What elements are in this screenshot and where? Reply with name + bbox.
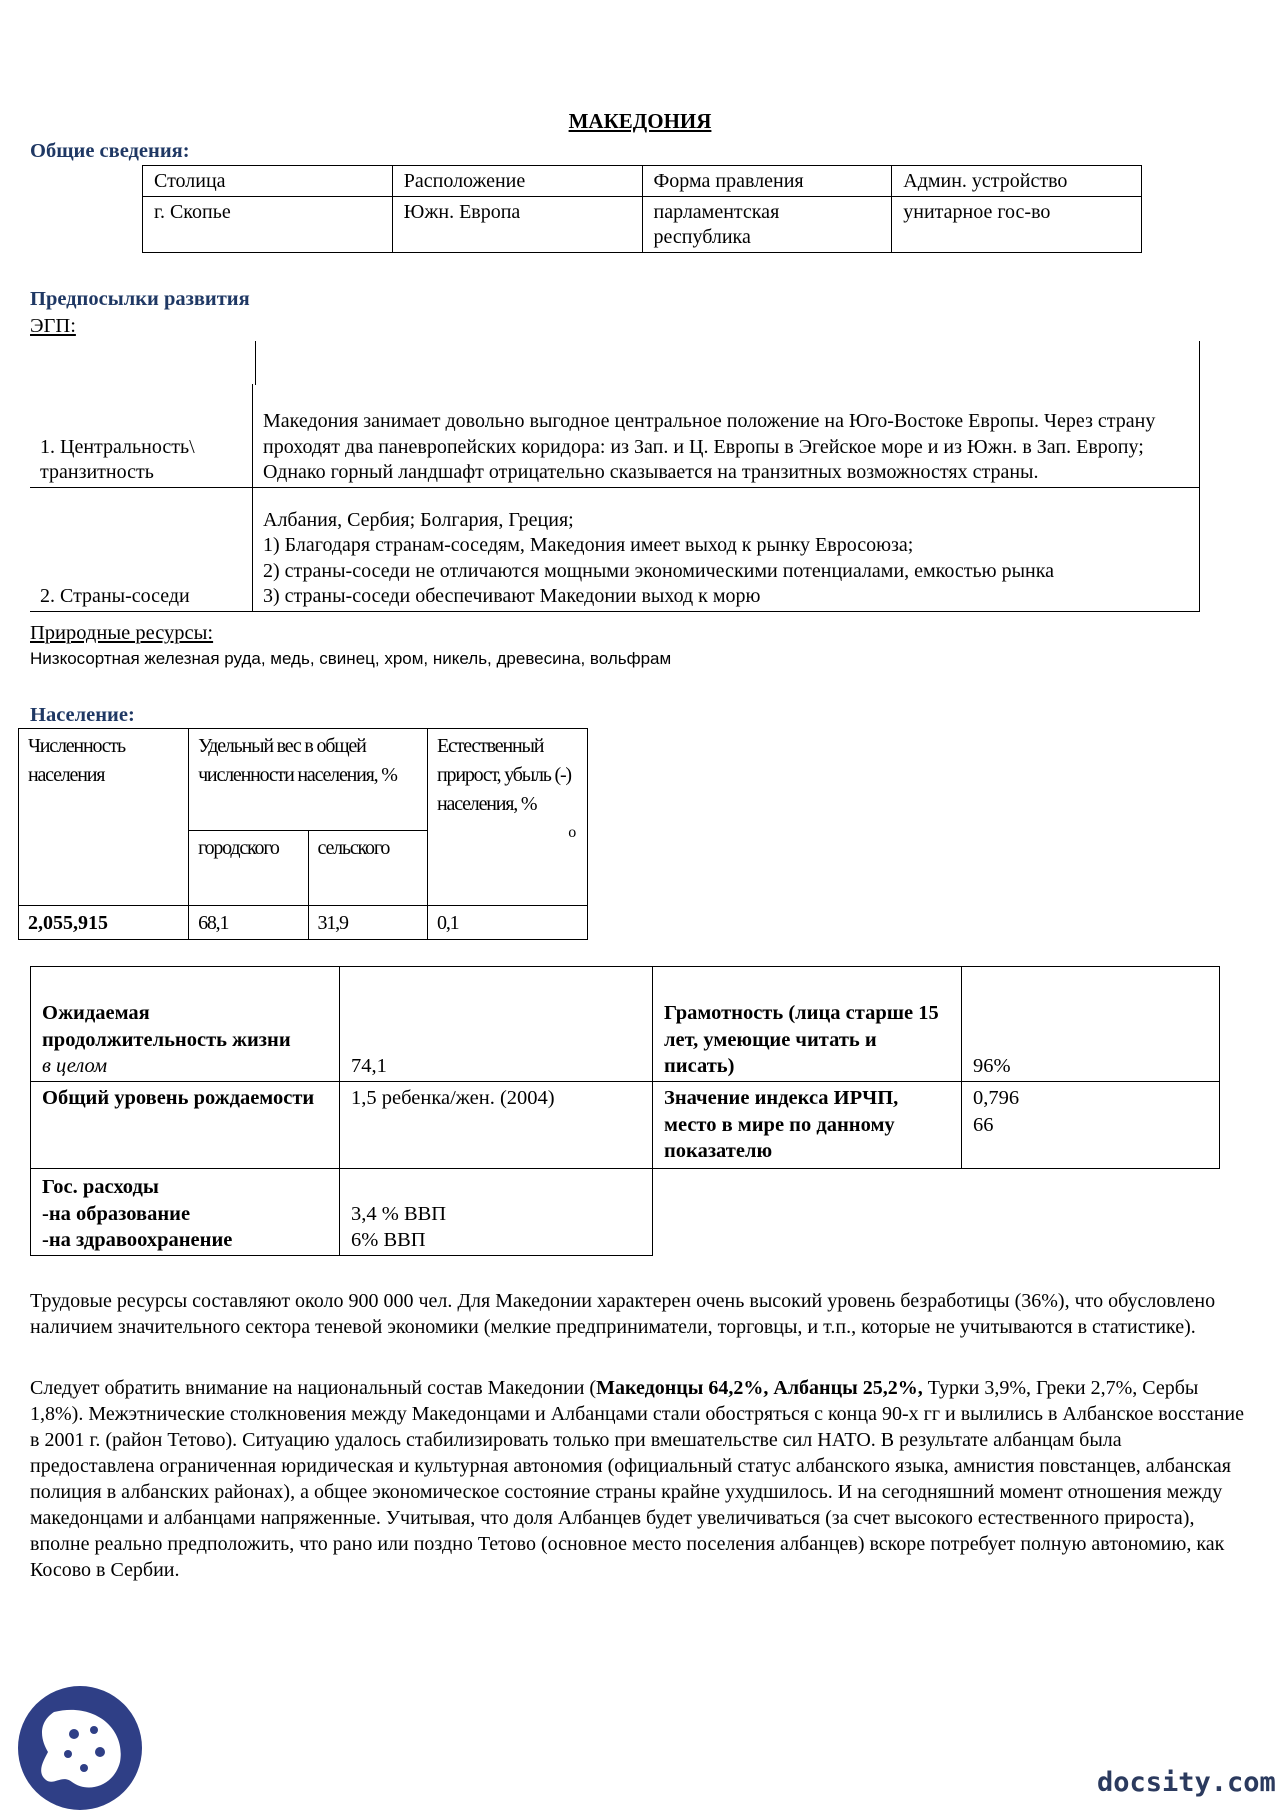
empty-cell — [962, 1169, 1220, 1256]
life-expectancy-sub: в целом — [42, 1055, 108, 1078]
paragraph-bold-text: Македонцы 64,2%, Албанцы 25,2%, — [596, 1377, 923, 1399]
hdi-label: Значение индекса ИРЧП, место в мире по данному показателю — [653, 1082, 962, 1169]
literacy-label: Грамотность (лица старше 15 лет, умеющие читать и писать) — [653, 967, 962, 1082]
hdi-value: 0,796 — [973, 1087, 1020, 1109]
hdi-value-cell — [962, 1082, 1220, 1169]
docsity-logo-icon — [14, 1682, 142, 1810]
egp-text-centrality: Македония занимает довольно выгодное центральное положение на Юго-Востоке Европы. Через страну проходят два паневропейских коридора: из Зап. и Ц. Европы в Эгейское море и из Южн. в Зап. Европу; Однако горный ландшафт отрицательно сказывается на транзитных возможностях страны. — [253, 384, 1200, 488]
resources-label: Природные ресурсы: — [30, 622, 214, 644]
hdi-rank: 66 — [973, 1113, 994, 1136]
population-heading: Население: — [30, 704, 135, 726]
gov-spending-label — [31, 1169, 340, 1256]
table-row — [143, 166, 1142, 197]
value-population-total: 2,055,915 — [19, 906, 189, 940]
birth-rate-value: 1,5 ребенка/жен. (2004) — [340, 1082, 653, 1169]
table-row — [30, 384, 1200, 488]
table-row — [30, 488, 1200, 612]
value-government: парламентская республика — [642, 196, 892, 252]
egp-label: ЭГП: — [30, 315, 76, 337]
prerequisites-heading: Предпосылки развития — [30, 288, 250, 310]
egp-label-neighbors: 2. Страны-соседи — [30, 488, 253, 612]
education-label: -на образование — [42, 1202, 191, 1225]
table-row — [19, 729, 588, 831]
gov-spending-values — [340, 1169, 653, 1256]
column-divider — [255, 341, 256, 385]
birth-rate-label: Общий уровень рождаемости — [31, 1082, 340, 1169]
header-population-growth — [428, 729, 588, 906]
education-value: 3,4 % ВВП — [351, 1202, 447, 1225]
header-population-total: Численность населения — [19, 729, 189, 906]
value-capital: г. Скопье — [143, 196, 393, 252]
paragraph-text: Следует обратить внимание на национальный состав Македонии ( — [30, 1377, 597, 1399]
healthcare-value: 6% ВВП — [351, 1229, 426, 1252]
stats-table — [30, 966, 1220, 1256]
header-location: Расположение — [392, 166, 642, 197]
table-row — [31, 1082, 1220, 1169]
table-row — [19, 906, 588, 940]
egp-table — [30, 384, 1200, 612]
life-expectancy-label — [31, 967, 340, 1082]
header-admin: Админ. устройство — [892, 166, 1142, 197]
docsity-watermark[interactable]: docsity.com — [1097, 1767, 1276, 1798]
value-admin: унитарное гос-во — [892, 196, 1142, 252]
life-expectancy-title: Ожидаемая продолжительность жизни — [42, 1002, 291, 1051]
population-table — [18, 728, 588, 940]
table-row — [31, 967, 1220, 1082]
egp-label-centrality: 1. Центральность\ транзитность — [30, 384, 253, 488]
labor-paragraph: Трудовые ресурсы составляют около 900 000 чел. Для Македонии характерен очень высокий уровень безработицы (36%), что обусловлено наличием значительного сектора теневой экономики (мелкие предприниматели, торговцы, и т.п., которые не учитываются в статистике). — [30, 1290, 1216, 1338]
egp-text-neighbors: Албания, Сербия; Болгария, Греция; 1) Благодаря странам-соседям, Македония имеет выход к рынку Евросоюза; 2) страны-соседи не отличаются мощными экономическими потенциалами, емкостью рынка 3) страны-соседи обеспечивают Македонии выход к морю — [253, 488, 1200, 612]
general-info-table — [142, 165, 1142, 253]
general-info-heading: Общие сведения: — [30, 140, 190, 162]
gov-spending-title: Гос. расходы — [42, 1176, 159, 1199]
header-government: Форма правления — [642, 166, 892, 197]
header-capital: Столица — [143, 166, 393, 197]
column-divider — [1199, 341, 1200, 385]
ethnic-paragraph — [30, 1375, 1245, 1583]
value-growth: 0,1 — [428, 906, 588, 940]
life-expectancy-value: 74,1 — [340, 967, 653, 1082]
table-row — [143, 196, 1142, 252]
header-rural: сельского — [308, 830, 427, 905]
header-urban: городского — [189, 830, 308, 905]
value-urban: 68,1 — [189, 906, 308, 940]
degree-mark: о — [568, 824, 575, 841]
paragraph-text: Турки 3,9%, Греки 2,7%, Сербы 1,8%). Межэтнические столкновения между Македонцами и Албанцами стали обостряться с конца 90-х гг и вылились в Албанское восстание в 2001 г. (район Тетово). Ситуацию удалось стабилизировать только при вмешательстве сил НАТО. В результате албанцам была предоставлена ограниченная юридическая и культурная автономия (официальный статус албанского языка, амнистия повстанцев, албанская полиция в албанских районах), а общее экономическое состояние страны крайне ухудшилось. И на сегодняшний момент отношения между македонцами и албанцами напряженные. Учитывая, что доля Албанцев будет увеличиваться (за счет высокого естественного прироста), вполне реально предположить, что рано или поздно Тетово (основное место поселения албанцев) вскоре потребует полную автономию, как Косово в Сербии. — [30, 1377, 1245, 1581]
literacy-value: 96% — [962, 967, 1220, 1082]
growth-header-text: Естественный прирост, убыль (-) населения, % — [437, 735, 571, 815]
value-location: Южн. Европа — [392, 196, 642, 252]
empty-cell — [653, 1169, 962, 1256]
value-rural: 31,9 — [308, 906, 427, 940]
resources-text: Низкосортная железная руда, медь, свинец, хром, никель, древесина, вольфрам — [30, 649, 672, 668]
document-title: МАКЕДОНИЯ — [568, 109, 712, 133]
header-population-share: Удельный вес в общей численности населения, % — [189, 729, 428, 831]
table-row — [31, 1169, 1220, 1256]
healthcare-label: -на здравоохранение — [42, 1229, 233, 1252]
